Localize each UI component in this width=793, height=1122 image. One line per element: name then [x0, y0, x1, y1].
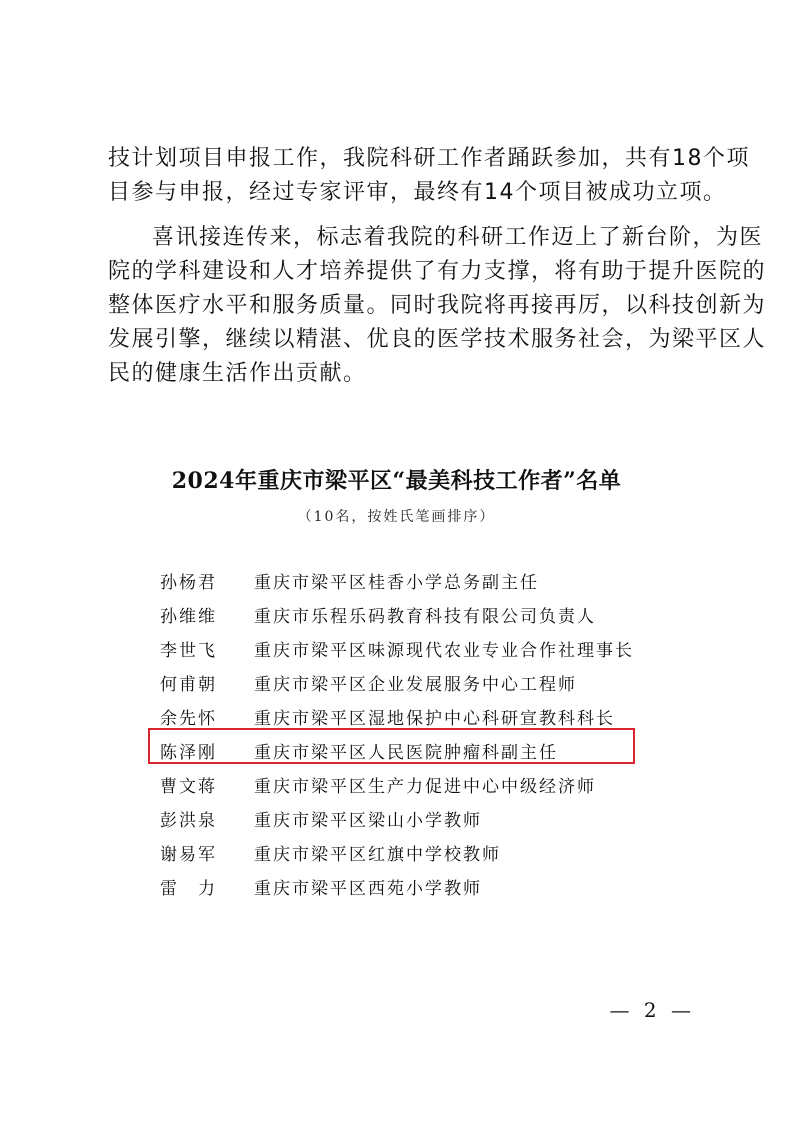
- honoree-row: [160, 702, 660, 736]
- honoree-name: 余先怀: [160, 709, 217, 729]
- honoree-title: 重庆市梁平区红旗中学校教师: [254, 845, 501, 865]
- honoree-title: 重庆市梁平区味源现代农业专业合作社理事长: [254, 641, 634, 661]
- honoree-name: 孙杨君: [160, 573, 217, 593]
- list-subtitle: （10名，按姓氏笔画排序）: [297, 509, 496, 525]
- paragraph-line: 喜讯接连传来，标志着我院的科研工作迈上了新台阶，为医: [152, 225, 764, 250]
- honoree-row: [160, 838, 660, 872]
- honoree-title: 重庆市梁平区生产力促进中心中级经济师: [254, 777, 596, 797]
- page-number: — 2 —: [609, 998, 695, 1022]
- honoree-row: [160, 804, 660, 838]
- paragraph-line: 发展引擎，继续以精湛、优良的医学技术服务社会，为梁平区人: [108, 327, 767, 352]
- honoree-row: [160, 668, 660, 702]
- honoree-title: 重庆市梁平区湿地保护中心科研宣教科科长: [254, 709, 615, 729]
- honoree-name: 谢易军: [160, 845, 217, 865]
- honoree-title: 重庆市乐程乐码教育科技有限公司负责人: [254, 607, 596, 627]
- honoree-name: 陈泽刚: [160, 743, 217, 763]
- body-paragraph-2: [108, 221, 767, 391]
- honoree-title: 重庆市梁平区人民医院肿瘤科副主任: [254, 743, 558, 763]
- list-title: 2024年重庆市梁平区“最美科技工作者”名单: [171, 468, 622, 494]
- paragraph-line: 目参与申报，经过专家评审，最终有14个项目被成功立项。: [108, 180, 727, 205]
- honoree-name: 彭洪泉: [160, 811, 217, 831]
- honoree-name: 何甫朝: [160, 675, 217, 695]
- honoree-title: 重庆市梁平区桂香小学总务副主任: [254, 573, 539, 593]
- honoree-row: [160, 566, 660, 600]
- honoree-list: [160, 566, 660, 906]
- paragraph-line: 技计划项目申报工作，我院科研工作者踊跃参加，共有18个项: [108, 146, 750, 171]
- honoree-row: [160, 600, 660, 634]
- honoree-row-highlighted: [160, 736, 660, 770]
- honoree-row: [160, 770, 660, 804]
- honoree-name: 曹文蒋: [160, 777, 217, 797]
- paragraph-line: 民的健康生活作出贡献。: [108, 361, 367, 386]
- honoree-name: 李世飞: [160, 641, 217, 661]
- paragraph-line: 院的学科建设和人才培养提供了有力支撑，将有助于提升医院的: [108, 259, 767, 284]
- honoree-row: [160, 634, 660, 668]
- body-paragraph-1: [108, 142, 750, 210]
- honoree-title: 重庆市梁平区梁山小学教师: [254, 811, 482, 831]
- honoree-row: [160, 872, 660, 906]
- honoree-name: 孙维维: [160, 607, 217, 627]
- paragraph-line: 整体医疗水平和服务质量。同时我院将再接再厉，以科技创新为: [108, 293, 767, 318]
- honoree-title: 重庆市梁平区企业发展服务中心工程师: [254, 675, 577, 695]
- honoree-title: 重庆市梁平区西苑小学教师: [254, 879, 482, 899]
- honoree-name: 雷 力: [160, 879, 217, 899]
